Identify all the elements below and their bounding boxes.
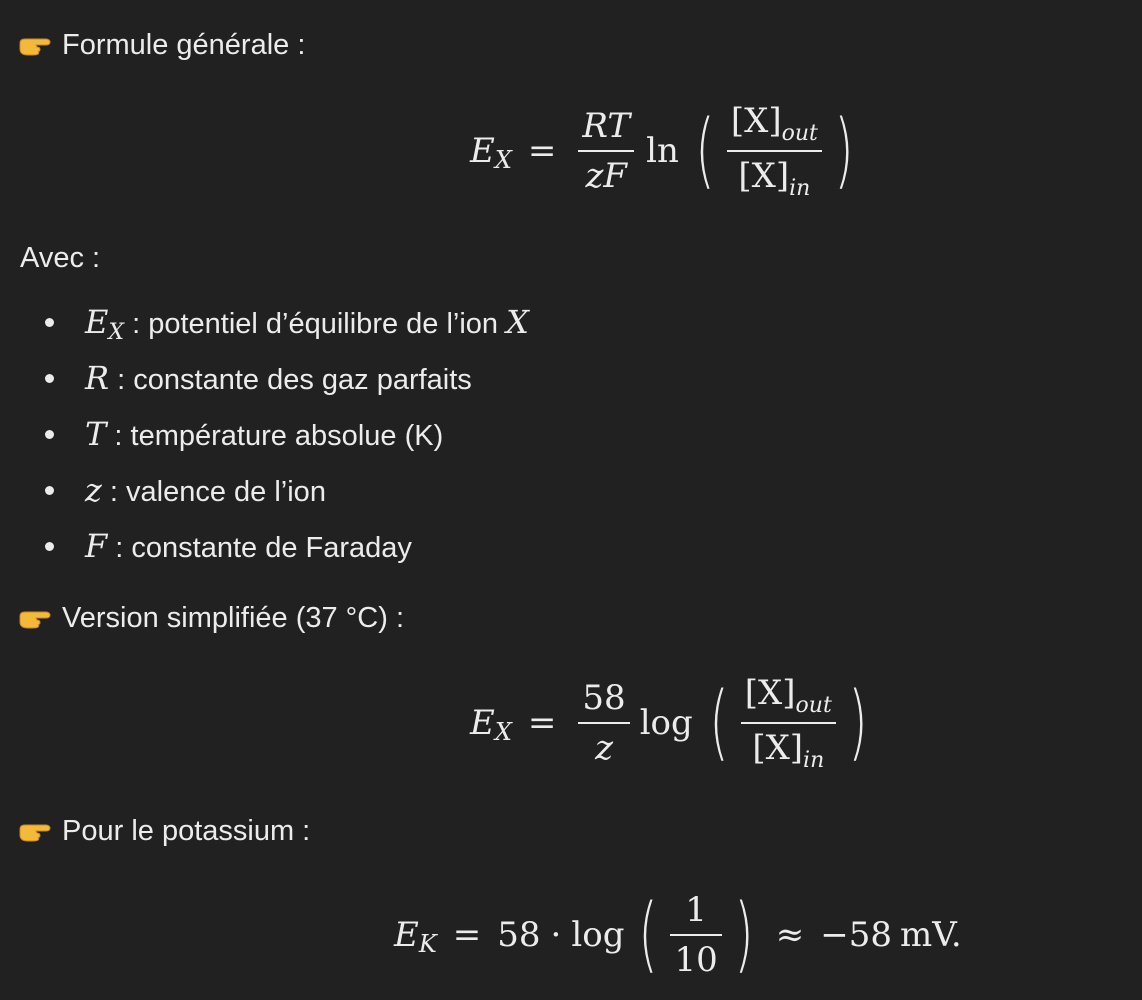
formula-lhs-sub: X [494, 718, 512, 746]
bullet-icon [45, 430, 54, 439]
right-paren: ) [834, 103, 854, 198]
pointing-hand-icon [18, 820, 52, 842]
bullet-icon [45, 542, 54, 551]
argument-fraction [670, 890, 721, 980]
equals-sign: = [527, 703, 557, 743]
definition-text: : constante des gaz parfaits [109, 364, 472, 396]
argument-denominator: 10 [674, 939, 718, 980]
coefficient-fraction [578, 106, 634, 196]
function-name: log [639, 703, 693, 743]
fraction-bar [670, 934, 721, 936]
argument-denominator [734, 156, 814, 201]
concentration: [X] [738, 155, 790, 196]
formula-potassium [394, 885, 962, 985]
subscript-out: out [795, 693, 832, 719]
formula-simplified [470, 673, 874, 773]
argument-numerator [741, 673, 836, 718]
bullet-icon [45, 318, 54, 327]
formula-lhs-sub: X [494, 146, 512, 174]
heading-general [18, 27, 305, 63]
result-unit: mV. [899, 915, 962, 955]
function-name: log [571, 915, 625, 955]
fraction-numerator: RT [582, 106, 631, 147]
definition-text: : potentiel d’équilibre de l’ion [124, 308, 507, 340]
equals-sign: = [527, 131, 557, 171]
symbol: R [85, 359, 110, 397]
formula-general [470, 101, 860, 201]
formula-lhs: E [470, 131, 495, 171]
bullet-icon [45, 374, 54, 383]
argument-fraction [727, 101, 822, 201]
pointing-hand-icon [18, 607, 52, 629]
definition-text: : constante de Faraday [107, 532, 412, 564]
symbol: F [85, 527, 108, 565]
definition-text: : température absolue (K) [106, 420, 444, 452]
subscript-in: in [803, 747, 825, 773]
heading-potassium [18, 813, 310, 849]
argument-fraction [741, 673, 836, 773]
right-paren: ) [734, 887, 754, 982]
bullet-icon [45, 486, 54, 495]
heading-simplified [18, 600, 404, 636]
coefficient-fraction [578, 678, 629, 768]
avec-label: Avec : [20, 242, 101, 274]
fraction-bar [578, 150, 634, 152]
coefficient: 58 [497, 915, 541, 955]
symbol: $E_X$ [85, 303, 125, 345]
formula-lhs: E [470, 703, 495, 743]
symbol: X [506, 303, 529, 341]
left-paren: ( [695, 103, 715, 198]
fraction-denominator: z [595, 727, 614, 768]
formula-lhs: E [394, 915, 419, 955]
approx-sign: ≈ [775, 915, 805, 955]
equals-sign: = [452, 915, 482, 955]
definition-text: : valence de l’ion [101, 476, 326, 508]
subscript-in: in [789, 175, 811, 201]
left-paren: ( [709, 675, 729, 770]
fraction-bar [578, 722, 629, 724]
symbol: z [85, 471, 102, 509]
subscript-out: out [781, 121, 818, 147]
symbol: T [85, 415, 107, 453]
multiply-dot: · [550, 915, 562, 955]
fraction-numerator: 58 [582, 678, 626, 719]
heading-text: Formule générale : [62, 29, 306, 61]
concentration: [X] [752, 727, 804, 768]
argument-numerator: 1 [685, 890, 707, 931]
function-name: ln [646, 131, 679, 171]
concentration: [X] [744, 673, 796, 714]
concentration: [X] [730, 101, 782, 142]
fraction-denominator: zF [585, 155, 628, 196]
pointing-hand-icon [18, 34, 52, 56]
heading-text: Pour le potassium : [62, 815, 311, 847]
result-value: −58 [820, 915, 892, 955]
argument-denominator [748, 728, 828, 773]
left-paren: ( [638, 887, 659, 982]
argument-numerator [727, 101, 822, 146]
right-paren: ) [848, 675, 868, 770]
formula-lhs-sub: K [418, 930, 437, 958]
heading-text: Version simplifiée (37 °C) : [62, 602, 404, 634]
